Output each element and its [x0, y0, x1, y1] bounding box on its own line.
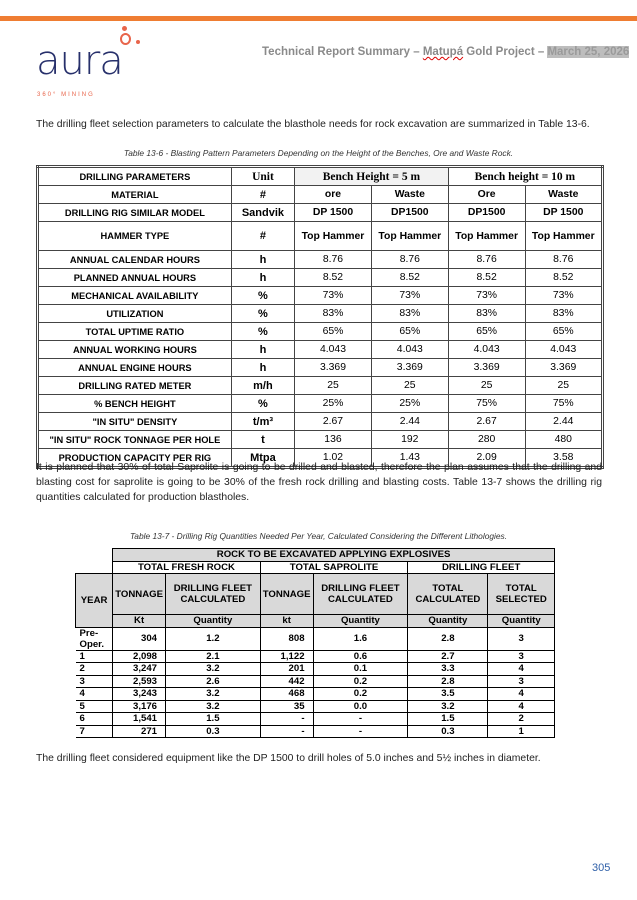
value-cell: 2.44 — [525, 413, 602, 431]
value-cell: 73% — [295, 287, 372, 305]
value-cell: 4 — [488, 688, 555, 701]
value-cell: 0.3 — [166, 725, 261, 738]
column-header: Bench Height = 5 m — [295, 167, 449, 186]
empty-corner — [76, 561, 113, 574]
table-row — [76, 725, 555, 738]
unit-cell: Kt — [113, 615, 166, 628]
value-cell: 2.6 — [166, 675, 261, 688]
value-cell: 3.369 — [448, 359, 525, 377]
parameter-label: "IN SITU" DENSITY — [38, 413, 232, 431]
value-cell: Ore — [448, 186, 525, 204]
table-row — [38, 431, 603, 449]
value-cell: 83% — [295, 305, 372, 323]
unit-cell: Quantity — [166, 615, 261, 628]
year-cell: 4 — [76, 688, 113, 701]
year-cell: 1 — [76, 650, 113, 663]
value-cell: 2.1 — [166, 650, 261, 663]
unit-cell: m/h — [231, 377, 294, 395]
value-cell: DP1500 — [371, 204, 448, 222]
value-cell: 136 — [295, 431, 372, 449]
table-row — [76, 627, 555, 650]
logo-dot — [122, 26, 127, 31]
unit-cell: h — [231, 251, 294, 269]
unit-cell: % — [231, 323, 294, 341]
value-cell: DP1500 — [448, 204, 525, 222]
column-header: TONNAGE — [113, 574, 166, 615]
value-cell: 3,247 — [113, 663, 166, 676]
table-row — [76, 700, 555, 713]
table1-caption: Table 13-6 - Blasting Pattern Parameters Depending on the Height of the Benches, Ore and Waste Rock. — [123, 148, 514, 158]
unit-cell: Quantity — [488, 615, 555, 628]
table-row — [38, 341, 603, 359]
value-cell: 2 — [488, 713, 555, 726]
value-cell: 3.3 — [408, 663, 488, 676]
value-cell: 25 — [371, 377, 448, 395]
column-header: DRILLING PARAMETERS — [38, 167, 232, 186]
value-cell: 65% — [525, 323, 602, 341]
unit-cell: # — [231, 222, 294, 251]
value-cell: 3.369 — [525, 359, 602, 377]
value-cell: 1.5 — [408, 713, 488, 726]
parameter-label: TOTAL UPTIME RATIO — [38, 323, 232, 341]
value-cell: 2.67 — [448, 413, 525, 431]
value-cell: 0.0 — [313, 700, 408, 713]
table-row — [38, 305, 603, 323]
logo-ring — [120, 33, 131, 45]
parameter-label: % BENCH HEIGHT — [38, 395, 232, 413]
value-cell: 3.58 — [525, 449, 602, 468]
value-cell: 8.76 — [448, 251, 525, 269]
table-row — [38, 186, 603, 204]
value-cell: 3.5 — [408, 688, 488, 701]
value-cell: 2.8 — [408, 627, 488, 650]
table-header-row — [38, 167, 603, 186]
column-header-row — [76, 574, 555, 615]
group-header-row — [76, 561, 555, 574]
aura-logo — [36, 30, 136, 98]
logo-tagline: 360° MINING — [37, 92, 95, 98]
value-cell: 73% — [525, 287, 602, 305]
value-cell: 2.44 — [371, 413, 448, 431]
header-title-project: Matupá — [422, 46, 464, 58]
value-cell: 8.52 — [525, 269, 602, 287]
group-header: DRILLING FLEET — [408, 561, 555, 574]
unit-cell: t/m³ — [231, 413, 294, 431]
column-header: Unit — [231, 167, 294, 186]
value-cell: 2.8 — [408, 675, 488, 688]
value-cell: 1,541 — [113, 713, 166, 726]
value-cell: Top Hammer — [295, 222, 372, 251]
value-cell: 25% — [295, 395, 372, 413]
table-row — [38, 251, 603, 269]
value-cell: 1,122 — [260, 650, 313, 663]
value-cell: 3 — [488, 650, 555, 663]
report-header-title — [262, 46, 629, 58]
table-row — [38, 359, 603, 377]
drilling-rig-quantities-table — [75, 548, 555, 738]
value-cell: 65% — [295, 323, 372, 341]
year-cell: 6 — [76, 713, 113, 726]
value-cell: DP 1500 — [295, 204, 372, 222]
value-cell: 1.2 — [166, 627, 261, 650]
logo-dot-small — [136, 40, 140, 44]
value-cell: 3,243 — [113, 688, 166, 701]
value-cell: 1.5 — [166, 713, 261, 726]
year-cell: 5 — [76, 700, 113, 713]
parameter-label: PRODUCTION CAPACITY PER RIG — [38, 449, 232, 468]
table-title-row — [76, 549, 555, 562]
column-header: TOTAL CALCULATED — [408, 574, 488, 615]
unit-cell: Mtpa — [231, 449, 294, 468]
unit-cell: h — [231, 269, 294, 287]
value-cell: 8.76 — [525, 251, 602, 269]
value-cell: - — [260, 725, 313, 738]
value-cell: - — [313, 725, 408, 738]
units-row — [76, 615, 555, 628]
value-cell: 271 — [113, 725, 166, 738]
unit-cell: # — [231, 186, 294, 204]
value-cell: 25 — [525, 377, 602, 395]
unit-cell: Sandvik — [231, 204, 294, 222]
table-row — [38, 323, 603, 341]
value-cell: DP 1500 — [525, 204, 602, 222]
value-cell: 3.2 — [408, 700, 488, 713]
parameter-label: ANNUAL WORKING HOURS — [38, 341, 232, 359]
value-cell: - — [260, 713, 313, 726]
value-cell: 65% — [371, 323, 448, 341]
unit-cell: % — [231, 287, 294, 305]
parameter-label: ANNUAL CALENDAR HOURS — [38, 251, 232, 269]
value-cell: 3.2 — [166, 663, 261, 676]
value-cell: 75% — [525, 395, 602, 413]
unit-cell: h — [231, 359, 294, 377]
parameter-label: DRILLING RATED METER — [38, 377, 232, 395]
table-row — [38, 269, 603, 287]
column-header: DRILLING FLEET CALCULATED — [313, 574, 408, 615]
parameter-label: DRILLING RIG SIMILAR MODEL — [38, 204, 232, 222]
value-cell: 280 — [448, 431, 525, 449]
value-cell: 35 — [260, 700, 313, 713]
value-cell: 4.043 — [295, 341, 372, 359]
value-cell: 442 — [260, 675, 313, 688]
value-cell: 3.2 — [166, 700, 261, 713]
blasting-parameters-table — [36, 165, 604, 469]
value-cell: 1.6 — [313, 627, 408, 650]
value-cell: 3.369 — [295, 359, 372, 377]
value-cell: 25 — [295, 377, 372, 395]
table-row — [76, 650, 555, 663]
table-row — [76, 675, 555, 688]
value-cell: 192 — [371, 431, 448, 449]
table-row — [76, 663, 555, 676]
value-cell: 304 — [113, 627, 166, 650]
value-cell: - — [313, 713, 408, 726]
value-cell: 480 — [525, 431, 602, 449]
unit-cell: kt — [260, 615, 313, 628]
header-title-b: Gold Project – — [463, 46, 548, 58]
value-cell: Top Hammer — [371, 222, 448, 251]
value-cell: 83% — [448, 305, 525, 323]
header-title-a: Technical Report Summary – — [262, 46, 423, 58]
parameter-label: PLANNED ANNUAL HOURS — [38, 269, 232, 287]
column-header: TOTAL SELECTED — [488, 574, 555, 615]
parameter-label: MECHANICAL AVAILABILITY — [38, 287, 232, 305]
value-cell: 0.3 — [408, 725, 488, 738]
table2-caption: Table 13-7 - Drilling Rig Quantities Needed Per Year, Calculated Considering the Different Lithologies. — [129, 531, 508, 541]
year-cell: Pre-Oper. — [76, 627, 113, 650]
value-cell: 73% — [448, 287, 525, 305]
parameter-label: MATERIAL — [38, 186, 232, 204]
parameter-label: HAMMER TYPE — [38, 222, 232, 251]
value-cell: 201 — [260, 663, 313, 676]
value-cell: 83% — [371, 305, 448, 323]
value-cell: 25 — [448, 377, 525, 395]
header-bar — [0, 16, 637, 21]
value-cell: 2,098 — [113, 650, 166, 663]
value-cell: 0.2 — [313, 675, 408, 688]
value-cell: 83% — [525, 305, 602, 323]
value-cell: 4 — [488, 700, 555, 713]
value-cell: 8.76 — [371, 251, 448, 269]
value-cell: 4.043 — [371, 341, 448, 359]
table-title: ROCK TO BE EXCAVATED APPLYING EXPLOSIVES — [113, 549, 555, 562]
column-header: TONNAGE — [260, 574, 313, 615]
unit-cell: % — [231, 395, 294, 413]
value-cell: 4 — [488, 663, 555, 676]
value-cell: 2.7 — [408, 650, 488, 663]
unit-cell: h — [231, 341, 294, 359]
fleet-paragraph: The drilling fleet considered equipment like the DP 1500 to drill holes of 5.0 inches and 5½ inches in diameter. — [36, 753, 541, 764]
value-cell: 1.43 — [371, 449, 448, 468]
value-cell: 3 — [488, 675, 555, 688]
value-cell: 1.02 — [295, 449, 372, 468]
value-cell: 8.76 — [295, 251, 372, 269]
column-header: Bench height = 10 m — [448, 167, 602, 186]
table-row — [76, 688, 555, 701]
parameter-label: "IN SITU" ROCK TONNAGE PER HOLE — [38, 431, 232, 449]
table-row — [76, 713, 555, 726]
value-cell: 73% — [371, 287, 448, 305]
value-cell: 3 — [488, 627, 555, 650]
value-cell: ore — [295, 186, 372, 204]
header-date: March 25, 2026 — [547, 46, 630, 58]
parameter-label: ANNUAL ENGINE HOURS — [38, 359, 232, 377]
unit-cell: Quantity — [313, 615, 408, 628]
value-cell: 2.09 — [448, 449, 525, 468]
value-cell: 3,176 — [113, 700, 166, 713]
value-cell: Top Hammer — [448, 222, 525, 251]
year-cell: 7 — [76, 725, 113, 738]
value-cell: 65% — [448, 323, 525, 341]
table-row — [38, 287, 603, 305]
unit-cell: t — [231, 431, 294, 449]
value-cell: Waste — [525, 186, 602, 204]
parameter-label: UTILIZATION — [38, 305, 232, 323]
value-cell: 8.52 — [371, 269, 448, 287]
logo-text: aura — [36, 38, 123, 84]
value-cell: 8.52 — [295, 269, 372, 287]
table-row — [38, 413, 603, 431]
unit-cell: % — [231, 305, 294, 323]
value-cell: 75% — [448, 395, 525, 413]
column-header: DRILLING FLEET CALCULATED — [166, 574, 261, 615]
table-row — [38, 377, 603, 395]
table-row — [38, 222, 603, 251]
value-cell: 0.2 — [313, 688, 408, 701]
value-cell: 1 — [488, 725, 555, 738]
value-cell: 25% — [371, 395, 448, 413]
table-row — [38, 395, 603, 413]
year-header: YEAR — [76, 574, 113, 628]
intro-paragraph: The drilling fleet selection parameters to calculate the blasthole needs for rock excavation are summarized in Table 13-6. — [36, 119, 590, 130]
unit-cell: Quantity — [408, 615, 488, 628]
value-cell: 4.043 — [448, 341, 525, 359]
group-header: TOTAL SAPROLITE — [260, 561, 408, 574]
value-cell: 3.2 — [166, 688, 261, 701]
value-cell: 0.6 — [313, 650, 408, 663]
value-cell: 808 — [260, 627, 313, 650]
year-cell: 3 — [76, 675, 113, 688]
year-cell: 2 — [76, 663, 113, 676]
value-cell: Top Hammer — [525, 222, 602, 251]
value-cell: Waste — [371, 186, 448, 204]
value-cell: 3.369 — [371, 359, 448, 377]
empty-corner — [76, 549, 113, 562]
value-cell: 8.52 — [448, 269, 525, 287]
value-cell: 468 — [260, 688, 313, 701]
group-header: TOTAL FRESH ROCK — [113, 561, 261, 574]
value-cell: 0.1 — [313, 663, 408, 676]
saprolite-paragraph: It is planned that 30% of total Saprolite is going to be drilled and blasted, therefore the plan assumes that the drilling and blasting cost for saprolite is going to be 30% of the fresh rock drilling and blasting costs. Table 13-7 shows the drilling rig quantities calculated for production blastholes. — [36, 462, 602, 503]
page-number: 305 — [592, 862, 611, 874]
value-cell: 2.67 — [295, 413, 372, 431]
value-cell: 4.043 — [525, 341, 602, 359]
value-cell: 2,593 — [113, 675, 166, 688]
table-row — [38, 204, 603, 222]
